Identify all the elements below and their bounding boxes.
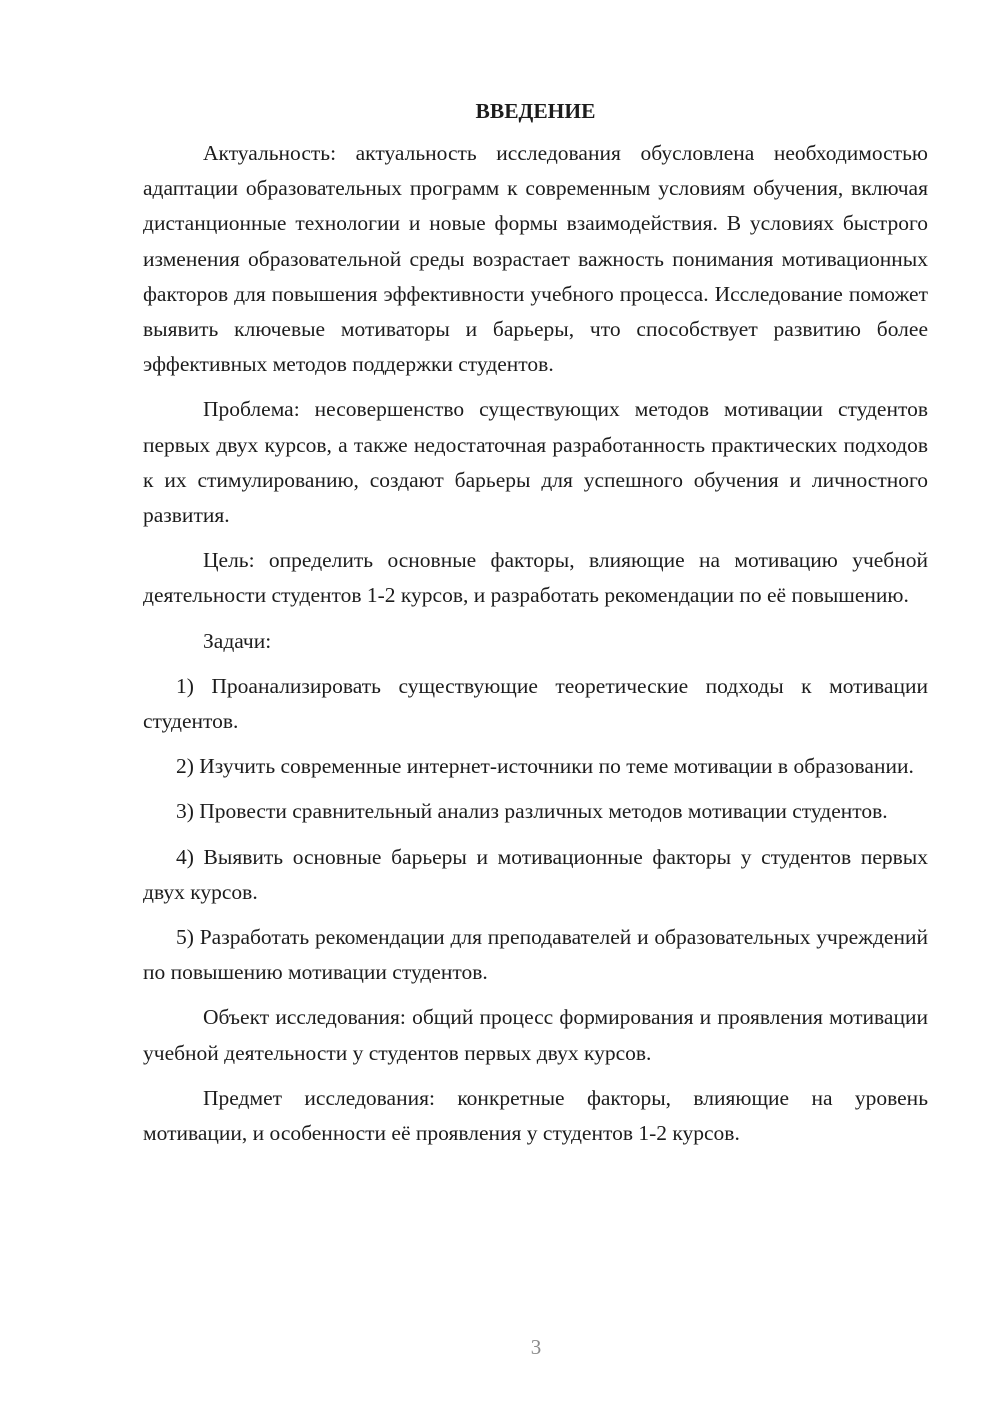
task-item: 1) Проанализировать существующие теоретические подходы к мотивации студентов.: [143, 673, 928, 734]
tasks-label: Задачи:: [203, 628, 272, 653]
page-number: 3: [530, 1335, 542, 1359]
section-title: ВВЕДЕНИЕ: [475, 99, 596, 123]
task-item: 3) Провести сравнительный анализ различных методов мотивации студентов.: [176, 799, 888, 824]
document-page: [143, 96, 928, 1161]
task-item: 5) Разработать рекомендации для преподавателей и образовательных учреждений по повышению мотивации студентов.: [143, 925, 928, 985]
goal-paragraph: Цель: определить основные факторы, влияющие на мотивацию учебной деятельности студентов 1-2 курсов, и разработать рекомендации по её повышению.: [143, 548, 928, 608]
subject-paragraph: Предмет исследования: конкретные факторы, влияющие на уровень мотивации, и особенности её проявления у студентов 1-2 курсов.: [143, 1085, 928, 1146]
task-item: 2) Изучить современные интернет-источники по теме мотивации в образовании.: [176, 754, 914, 779]
task-item: 4) Выявить основные барьеры и мотивационные факторы у студентов первых двух курсов.: [143, 844, 928, 904]
object-paragraph: Объект исследования: общий процесс формирования и проявления мотивации учебной деятельности у студентов первых двух курсов.: [143, 1005, 928, 1065]
problem-paragraph: Проблема: несовершенство существующих методов мотивации студентов первых двух курсов, а также недостаточная разработанность практических подходов к их стимулированию, создают барьеры для успешного обучения и личностного развития.: [143, 397, 928, 528]
relevance-paragraph: Актуальность: актуальность исследования обусловлена необходимостью адаптации образовательных программ к современным условиям обучения, включая дистанционные технологии и новые формы взаимодействия. В условиях быстрого изменения образовательной среды возрастает важность понимания мотивационных факторов для повышения эффективности учебного процесса. Исследование поможет выявить ключевые мотиваторы и барьеры, что способствует развитию более эффективных методов поддержки студентов.: [143, 141, 928, 377]
